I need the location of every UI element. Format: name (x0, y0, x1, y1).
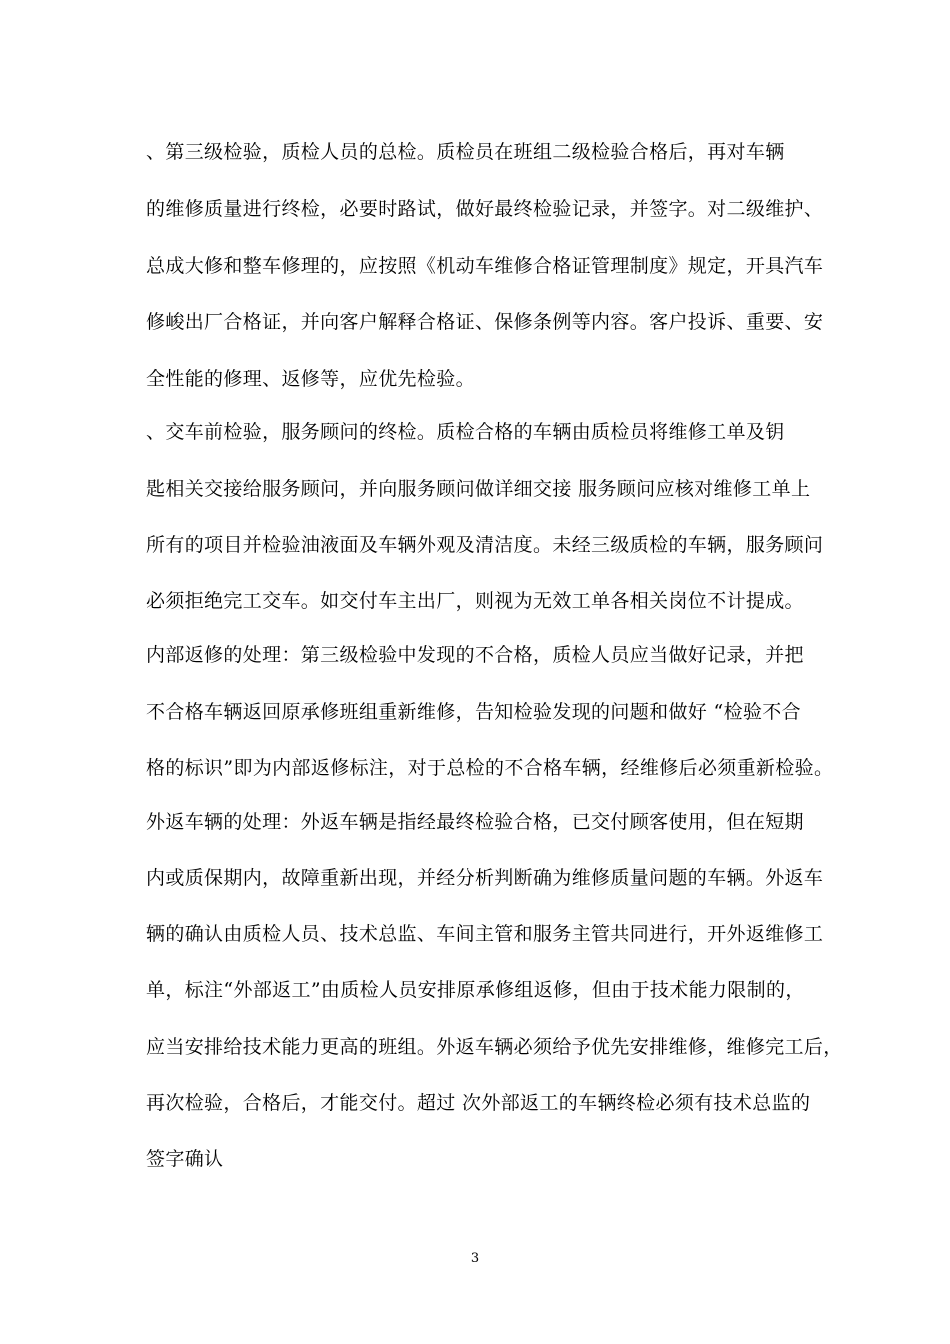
text-line: 格的标识”即为内部返修标注，对于总检的不合格车辆，经维修后必须重新检验。 (146, 757, 834, 779)
page-number: 3 (470, 1251, 480, 1266)
text-line: 内或质保期内，故障重新出现，并经分析判断确为维修质量问题的车辆。外返车 (146, 867, 824, 889)
text-line: 、第三级检验，质检人员的总检。质检员在班组二级检验合格后，再对车辆 (146, 141, 785, 163)
text-line: 单，标注“外部返工”由质检人员安排原承修组返修，但由于技术能力限制的， (146, 979, 805, 1001)
text-line: 总成大修和整车修理的，应按照《机动车维修合格证管理制度》规定，开具汽车 (146, 255, 824, 277)
text-line: 再次检验，合格后，才能交付。超过 次外部返工的车辆终检必须有技术总监的 (146, 1092, 811, 1114)
text-line: 修峻出厂合格证，并向客户解释合格证、保修条例等内容。客户投诉、重要、安 (146, 311, 824, 333)
text-line: 、交车前检验，服务顾问的终检。质检合格的车辆由质检员将维修工单及钥 (146, 421, 785, 443)
text-line: 的维修质量进行终检，必要时路试，做好最终检验记录，并签字。对二级维护、 (146, 198, 824, 220)
text-line: 外返车辆的处理：外返车辆是指经最终检验合格，已交付顾客使用，但在短期 (146, 811, 804, 833)
text-line: 应当安排给技术能力更高的班组。外返车辆必须给予优先安排维修，维修完工后， (146, 1036, 843, 1058)
text-line: 匙相关交接给服务顾问，并向服务顾问做详细交接 服务顾问应核对维修工单上 (146, 478, 811, 500)
text-line: 所有的项目并检验油液面及车辆外观及清洁度。未经三级质检的车辆，服务顾问 (146, 534, 824, 556)
text-line: 签字确认 (146, 1148, 224, 1170)
text-line: 全性能的修理、返修等，应优先检验。 (146, 368, 475, 390)
text-line: 内部返修的处理：第三级检验中发现的不合格，质检人员应当做好记录，并把 (146, 644, 804, 666)
text-line: 辆的确认由质检人员、技术总监、车间主管和服务主管共同进行，开外返维修工 (146, 923, 824, 945)
text-line: 不合格车辆返回原承修班组重新维修，告知检验发现的问题和做好 “检验不合 (146, 701, 802, 723)
text-line: 必须拒绝完工交车。如交付车主出厂，则视为无效工单各相关岗位不计提成。 (146, 590, 804, 612)
